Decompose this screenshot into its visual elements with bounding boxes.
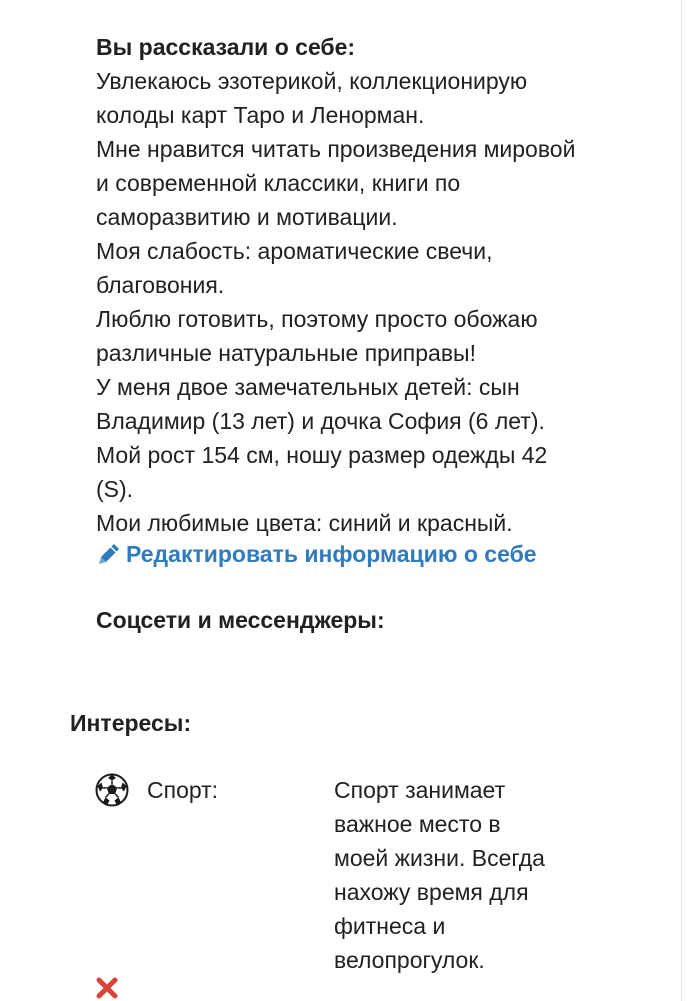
about-text-line: колоды карт Таро и Ленорман. [96,102,425,128]
about-text-line: У меня двое замечательных детей: сын [96,374,520,400]
interest-description-line: важное место в [334,811,501,837]
edit-about-link-label: Редактировать информацию о себе [126,540,537,567]
interest-name: Спорт: [147,777,219,803]
soccer-ball-icon [95,773,129,807]
about-text-line: Мой рост 154 см, ношу размер одежды 42 [96,442,548,468]
pencil-icon [96,541,122,567]
social-section-title: Соцсети и мессенджеры: [96,607,385,633]
about-text-line: Увлекаюсь эзотерикой, коллекционирую [96,68,528,94]
about-text-line: Люблю готовить, поэтому просто обожаю [96,306,538,332]
edit-about-link[interactable] [96,537,537,571]
about-text-line: различные натуральные приправы! [96,340,476,366]
about-text-line: Владимир (13 лет) и дочка София (6 лет). [96,408,545,434]
interest-description-line: Спорт занимает [334,777,506,803]
about-title: Вы рассказали о себе: [96,34,356,60]
interest-description-line: нахожу время для [334,879,529,905]
content-border-line [681,0,682,1001]
about-text-line: саморазвитию и мотивации. [96,204,398,230]
about-text-line: Мне нравится читать произведения мировой [96,136,576,162]
about-text-line: (S). [96,476,134,502]
interest-description-line: моей жизни. Всегда [334,845,545,871]
interest-description-line: велопрогулок. [334,947,485,973]
about-text-line: и современной классики, книги по [96,170,461,196]
interest-description-line: фитнеса и [334,913,446,939]
about-section [96,30,636,540]
interest-description [334,773,634,977]
about-text-line: Мои любимые цвета: синий и красный. [96,510,513,536]
interests-section-title: Интересы: [70,710,192,736]
about-text-line: благовония. [96,272,225,298]
about-text-line: Моя слабость: ароматические свечи, [96,238,493,264]
close-icon[interactable] [96,977,118,999]
